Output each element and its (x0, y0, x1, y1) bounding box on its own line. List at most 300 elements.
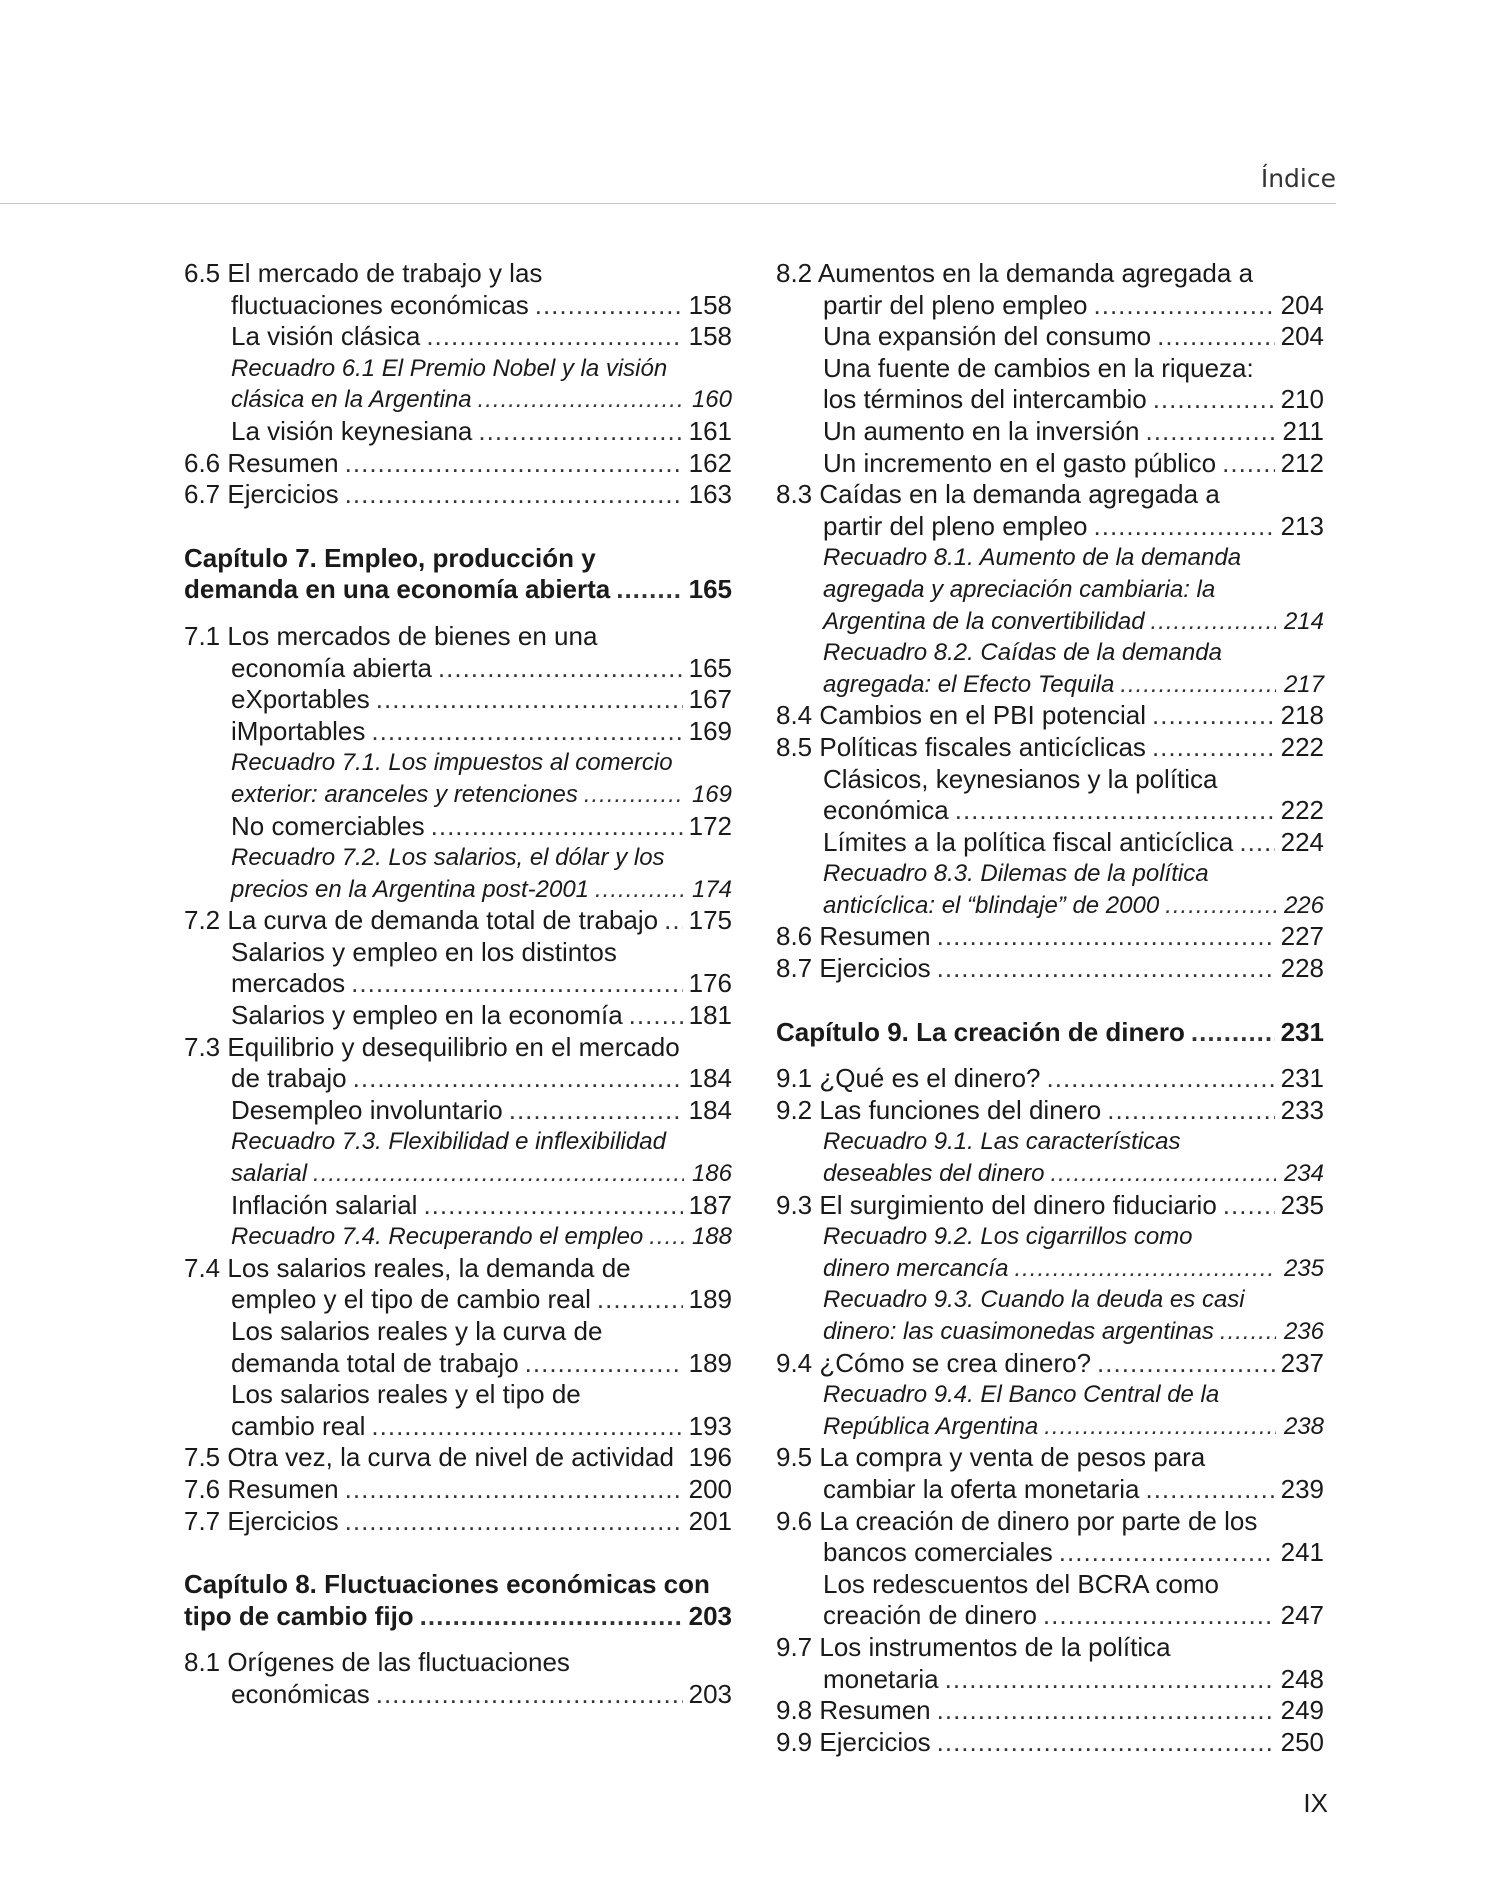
toc-entry-title: Los salarios reales y la curva de (231, 1316, 603, 1346)
toc-entry-title: Recuadro 8.3. Dilemas de la política (823, 860, 1209, 888)
toc-dot-leader (353, 1063, 683, 1095)
toc-entry-title: Argentina de la convertibilidad (823, 607, 1145, 635)
toc-entry-title: agregada: el Efecto Tequila (823, 670, 1115, 698)
toc-entry (776, 1506, 1324, 1538)
toc-entry-title: fluctuaciones económicas (231, 289, 529, 320)
toc-entry-title: Inflación salarial (231, 1189, 418, 1220)
toc-dot-leader (1239, 827, 1274, 859)
toc-entry-title: Límites a la política fiscal anticíclica (823, 826, 1234, 857)
toc-page-number: 233 (1280, 1094, 1324, 1125)
toc-page-number: 247 (1280, 1600, 1324, 1631)
toc-page-number: 169 (691, 780, 732, 808)
toc-entry-title: La visión keynesiana (231, 415, 473, 446)
toc-entry (184, 1253, 732, 1285)
toc-entry (776, 732, 1324, 764)
toc-entry-title: Salarios y empleo en la economía (231, 1000, 623, 1031)
toc-entry (776, 764, 1324, 796)
toc-entry (184, 684, 732, 716)
toc-page-number: 238 (1283, 1412, 1324, 1440)
toc-page-number: 165 (688, 574, 732, 605)
toc-entry (184, 905, 732, 937)
toc-entry-title: La visión clásica (231, 321, 421, 352)
toc-page-number: 184 (688, 1063, 732, 1094)
toc-dot-leader (1059, 1537, 1275, 1569)
toc-box-entry (184, 353, 732, 385)
toc-entry-title: creación de dinero (823, 1600, 1037, 1631)
toc-entry-title: 9.8 Resumen (776, 1695, 931, 1726)
toc-entry-title: económicas (231, 1678, 370, 1709)
toc-page-number: 184 (688, 1094, 732, 1125)
toc-entry-title: económica (823, 795, 949, 826)
toc-dot-leader (1107, 1095, 1274, 1127)
toc-entry (776, 700, 1324, 732)
toc-dot-leader (376, 1679, 683, 1711)
toc-entry-title: Un incremento en el gasto público (823, 447, 1217, 478)
toc-entry (776, 416, 1324, 448)
toc-page-number: 231 (1280, 1016, 1324, 1047)
toc-entry-title: Recuadro 8.1. Aumento de la demanda (823, 544, 1242, 572)
toc-box-entry (184, 1126, 732, 1158)
toc-chapter-heading (184, 1601, 732, 1633)
toc-dot-leader (1222, 448, 1274, 480)
toc-entry-title: economía abierta (231, 652, 432, 683)
toc-entry (776, 1537, 1324, 1569)
toc-entry-title: Recuadro 7.4. Recuperando el empleo (231, 1223, 644, 1251)
toc-page-number: 235 (1280, 1189, 1324, 1220)
toc-page-number: 172 (688, 810, 732, 841)
toc-entry-title: monetaria (823, 1663, 939, 1694)
toc-entry-title: cambio real (231, 1410, 366, 1441)
toc-page-number: 196 (688, 1442, 732, 1473)
toc-page-number: 158 (688, 289, 732, 320)
toc-page-number: 212 (1280, 447, 1324, 478)
toc-entry-title: 9.9 Ejercicios (776, 1726, 931, 1757)
toc-page-number: 210 (1280, 384, 1324, 415)
toc-dot-leader (535, 290, 683, 322)
toc-chapter-heading (184, 1569, 732, 1601)
toc-dot-leader (1152, 732, 1275, 764)
toc-entry (776, 795, 1324, 827)
toc-column-left (184, 258, 732, 1711)
toc-entry-title: 9.5 La compra y venta de pesos para (776, 1442, 1206, 1473)
toc-entry-title: mercados (231, 968, 346, 999)
toc-entry-title: Una expansión del consumo (823, 321, 1152, 352)
toc-entry-title: Un aumento en la inversión (823, 415, 1140, 446)
toc-box-entry (776, 1411, 1324, 1443)
toc-entry-title: 9.7 Los instrumentos de la política (776, 1631, 1171, 1662)
toc-dot-leader (423, 1190, 682, 1222)
toc-dot-leader (426, 321, 682, 353)
toc-box-entry (776, 574, 1324, 606)
toc-entry (184, 290, 732, 322)
toc-entry (184, 1679, 732, 1711)
toc-dot-leader (1145, 1474, 1274, 1506)
toc-page-number: 175 (688, 905, 732, 936)
toc-page-number: 241 (1280, 1537, 1324, 1568)
toc-entry-title: No comerciables (231, 810, 425, 841)
toc-entry-title: 6.5 El mercado de trabajo y las (184, 258, 543, 288)
toc-entry-title: 9.3 El surgimiento del dinero fiduciario (776, 1189, 1217, 1220)
toc-chapter-heading (184, 574, 732, 606)
toc-entry-title: Recuadro 9.3. Cuando la deuda es casi (823, 1286, 1245, 1314)
toc-page-number: 234 (1283, 1160, 1324, 1188)
toc-entry-title: 6.6 Resumen (184, 447, 339, 478)
toc-box-entry (776, 1284, 1324, 1316)
toc-entry-title: Capítulo 9. La creación de dinero (776, 1016, 1185, 1047)
toc-page-number: 188 (691, 1223, 732, 1251)
toc-entry (776, 1348, 1324, 1380)
toc-box-entry (776, 669, 1324, 701)
toc-dot-leader (1223, 1190, 1275, 1222)
toc-page-number: 200 (688, 1473, 732, 1504)
toc-page-number: 187 (688, 1189, 732, 1220)
toc-page-number: 236 (1283, 1318, 1324, 1345)
toc-entry-title: Recuadro 9.1. Las características (823, 1128, 1181, 1156)
toc-dot-leader (371, 1411, 682, 1443)
toc-entry (776, 1474, 1324, 1506)
toc-entry-title: 8.2 Aumentos en la demanda agregada a (776, 258, 1254, 288)
toc-box-entry (776, 542, 1324, 574)
toc-entry-title: 7.3 Equilibrio y desequilibrio en el mercado (184, 1031, 680, 1062)
toc-entry (776, 321, 1324, 353)
toc-entry-title: los términos del intercambio (823, 384, 1147, 415)
toc-box-entry (184, 874, 732, 906)
toc-entry-title: Recuadro 9.2. Los cigarrillos como (823, 1223, 1193, 1251)
toc-page-number: 217 (1283, 670, 1324, 698)
toc-page-number: 213 (1280, 510, 1324, 541)
toc-entry-title: bancos comerciales (823, 1537, 1053, 1568)
toc-entry-title: partir del pleno empleo (823, 289, 1088, 320)
toc-dot-leader (525, 1348, 683, 1380)
toc-entry (184, 653, 732, 685)
toc-entry (776, 953, 1324, 985)
toc-dot-leader (1120, 669, 1276, 701)
toc-page-number: 169 (688, 715, 732, 746)
toc-entry (776, 353, 1324, 385)
toc-page-number: 227 (1280, 921, 1324, 952)
toc-page-number: 248 (1280, 1663, 1324, 1694)
toc-dot-leader (345, 448, 683, 480)
toc-entry (776, 384, 1324, 416)
toc-entry-title: 8.3 Caídas en la demanda agregada a (776, 479, 1220, 510)
toc-dot-leader (937, 1727, 1275, 1759)
toc-box-entry (776, 1221, 1324, 1253)
toc-entry (184, 968, 732, 1000)
toc-entry (184, 1506, 732, 1538)
toc-dot-leader (629, 1000, 683, 1032)
toc-page-number: 249 (1280, 1695, 1324, 1726)
toc-entry-title: anticíclica: el “blindaje” de 2000 (823, 891, 1160, 919)
toc-dot-leader (345, 1506, 683, 1538)
toc-dot-leader (1151, 606, 1276, 638)
toc-entry (776, 1632, 1324, 1664)
toc-entry-title: precios en la Argentina post-2001 (231, 875, 590, 903)
toc-page-number: 158 (688, 321, 732, 352)
toc-dot-leader (371, 716, 682, 748)
toc-box-entry (776, 1126, 1324, 1158)
toc-entry-title: clásica en la Argentina (231, 386, 472, 414)
toc-page-number: 231 (1280, 1063, 1324, 1094)
toc-entry-title: demanda total de trabajo (231, 1347, 519, 1378)
toc-page-number: 186 (691, 1160, 732, 1188)
toc-entry-title: 7.1 Los mercados de bienes en una (184, 620, 598, 651)
toc-page-number: 237 (1280, 1347, 1324, 1378)
toc-dot-leader (1097, 1348, 1275, 1380)
toc-chapter-heading (184, 543, 732, 575)
toc-page-number: 211 (1282, 415, 1324, 446)
toc-entry (184, 937, 732, 969)
running-header-title: Índice (1260, 164, 1336, 193)
toc-entry-title: dinero mercancía (823, 1254, 1009, 1282)
toc-entry-title: deseables del dinero (823, 1160, 1045, 1188)
toc-page-number: 203 (688, 1678, 732, 1709)
toc-page-number: 163 (688, 479, 732, 510)
toc-dot-leader (649, 1221, 684, 1253)
toc-dot-leader (1220, 1316, 1276, 1348)
toc-entry-title: 7.2 La curva de demanda total de trabajo (184, 905, 659, 936)
toc-entry (776, 511, 1324, 543)
toc-entry-title: Salarios y empleo en los distintos (231, 936, 617, 967)
toc-entry (184, 716, 732, 748)
toc-box-entry (184, 842, 732, 874)
toc-entry-title: 9.4 ¿Cómo se crea dinero? (776, 1347, 1092, 1378)
toc-page-number: 167 (688, 684, 732, 715)
toc-box-entry (776, 1316, 1324, 1348)
toc-entry (184, 321, 732, 353)
toc-entry-title: Recuadro 9.4. El Banco Central de la (823, 1381, 1220, 1409)
toc-dot-leader (345, 479, 683, 511)
toc-box-entry (776, 1379, 1324, 1411)
toc-entry-title: agregada y apreciación cambiaria: la (823, 575, 1216, 603)
toc-dot-leader (1043, 1600, 1275, 1632)
toc-entry-title: Recuadro 7.1. Los impuestos al comercio (231, 749, 673, 777)
toc-entry (776, 1569, 1324, 1601)
toc-entry (184, 1442, 732, 1474)
toc-entry-title: cambiar la oferta monetaria (823, 1473, 1140, 1504)
toc-box-entry (184, 1158, 732, 1190)
toc-entry (184, 1032, 732, 1064)
toc-entry-title: 7.7 Ejercicios (184, 1505, 339, 1536)
toc-dot-leader (1146, 416, 1276, 448)
toc-entry (776, 290, 1324, 322)
toc-dot-leader (420, 1601, 683, 1633)
toc-entry (184, 621, 732, 653)
toc-page-number: 176 (688, 968, 732, 999)
toc-page-number: 239 (1280, 1473, 1324, 1504)
toc-entry (776, 827, 1324, 859)
toc-page-number: 160 (691, 386, 732, 414)
toc-dot-leader (1047, 1063, 1275, 1095)
toc-entry (184, 448, 732, 480)
header-rule (0, 203, 1336, 204)
toc-dot-leader (1165, 890, 1276, 922)
toc-entry-title: Recuadro 8.2. Caídas de la demanda (823, 639, 1222, 667)
toc-page-number: 204 (1280, 289, 1324, 320)
toc-entry (184, 416, 732, 448)
toc-page-number: 165 (688, 652, 732, 683)
toc-dot-leader (345, 1474, 683, 1506)
toc-box-entry (776, 1158, 1324, 1190)
toc-page-number: 250 (1280, 1726, 1324, 1757)
toc-box-entry (184, 747, 732, 779)
toc-entry-title: partir del pleno empleo (823, 510, 1088, 541)
toc-dot-leader (1014, 1253, 1276, 1285)
toc-entry (776, 1442, 1324, 1474)
toc-box-entry (184, 1221, 732, 1253)
toc-entry (184, 1348, 732, 1380)
toc-entry (776, 1664, 1324, 1696)
toc-entry-title: Capítulo 8. Fluctuaciones económicas con (184, 1569, 710, 1600)
toc-entry (776, 1095, 1324, 1127)
page-number: IX (1303, 1788, 1328, 1818)
toc-entry (184, 1095, 732, 1127)
toc-dot-leader (937, 1695, 1275, 1727)
toc-entry (776, 1600, 1324, 1632)
toc-dot-leader (1051, 1158, 1277, 1190)
toc-dot-leader (509, 1095, 683, 1127)
toc-entry (184, 1379, 732, 1411)
toc-page-number: 214 (1283, 607, 1324, 635)
toc-entry-title: 9.1 ¿Qué es el dinero? (776, 1063, 1041, 1094)
toc-entry-title: dinero: las cuasimonedas argentinas (823, 1318, 1214, 1345)
toc-dot-leader (438, 653, 683, 685)
toc-entry-title: Clásicos, keynesianos y la política (823, 763, 1218, 794)
toc-box-entry (776, 606, 1324, 638)
toc-entry (776, 1727, 1324, 1759)
toc-entry (184, 1316, 732, 1348)
toc-entry-title: 9.2 Las funciones del dinero (776, 1094, 1102, 1125)
toc-entry-title: iMportables (231, 715, 366, 746)
toc-box-entry (776, 890, 1324, 922)
toc-dot-leader (478, 384, 684, 416)
toc-dot-leader (584, 779, 684, 811)
toc-entry (184, 1284, 732, 1316)
toc-entry-title: 7.5 Otra vez, la curva de nivel de actividad (184, 1442, 674, 1473)
toc-entry-title: República Argentina (823, 1412, 1039, 1440)
toc-entry-title: Recuadro 7.2. Los salarios, el dólar y los (231, 844, 665, 872)
toc-entry (776, 258, 1324, 290)
toc-dot-leader (313, 1158, 684, 1190)
toc-entry (184, 1647, 732, 1679)
toc-page-number: 203 (688, 1600, 732, 1631)
toc-box-entry (776, 1253, 1324, 1285)
toc-dot-leader (937, 953, 1275, 985)
toc-page-number: 161 (688, 415, 732, 446)
toc-entry-title: exterior: aranceles y retenciones (231, 780, 578, 808)
toc-dot-leader (616, 574, 682, 606)
toc-box-entry (184, 779, 732, 811)
toc-dot-leader (1153, 384, 1275, 416)
toc-entry-title: Los salarios reales y el tipo de (231, 1379, 581, 1410)
toc-box-entry (776, 858, 1324, 890)
toc-entry (184, 479, 732, 511)
toc-dot-leader (664, 905, 683, 937)
toc-dot-leader (376, 684, 683, 716)
toc-entry-title: 6.7 Ejercicios (184, 479, 339, 510)
toc-page-number: 226 (1283, 891, 1324, 919)
toc-dot-leader (1094, 290, 1275, 322)
toc-page-number: 189 (688, 1347, 732, 1378)
toc-dot-leader (945, 1664, 1275, 1696)
toc-entry-title: 8.5 Políticas fiscales anticíclicas (776, 731, 1146, 762)
toc-page-number: 224 (1280, 826, 1324, 857)
toc-entry-title: Recuadro 6.1 El Premio Nobel y la visión (231, 354, 668, 382)
toc-entry (776, 479, 1324, 511)
toc-entry-title: 8.6 Resumen (776, 921, 931, 952)
toc-page-number: 228 (1280, 953, 1324, 984)
toc-page-number: 193 (688, 1410, 732, 1441)
toc-entry (776, 1063, 1324, 1095)
toc-entry (184, 1000, 732, 1032)
toc-dot-leader (1152, 700, 1275, 732)
toc-page-number: 162 (688, 447, 732, 478)
toc-dot-leader (955, 795, 1275, 827)
toc-chapter-heading (776, 1017, 1324, 1049)
toc-entry (776, 448, 1324, 480)
toc-dot-leader (937, 921, 1275, 953)
toc-dot-leader (351, 968, 682, 1000)
toc-entry-title: demanda en una economía abierta (184, 574, 611, 605)
toc-entry-title: empleo y el tipo de cambio real (231, 1284, 591, 1315)
toc-dot-leader (1191, 1017, 1275, 1049)
toc-entry-title: 8.7 Ejercicios (776, 953, 931, 984)
toc-page-number: 174 (691, 875, 732, 903)
toc-page-number: 218 (1280, 700, 1324, 731)
toc-entry (184, 1190, 732, 1222)
toc-dot-leader (1157, 321, 1275, 353)
toc-entry-title: 8.4 Cambios en el PBI potencial (776, 700, 1146, 731)
toc-entry (776, 921, 1324, 953)
toc-page-number: 189 (688, 1284, 732, 1315)
toc-entry-title: 7.6 Resumen (184, 1473, 339, 1504)
toc-page-number: 222 (1280, 731, 1324, 762)
toc-entry (184, 1411, 732, 1443)
toc-entry-title: 8.1 Orígenes de las fluctuaciones (184, 1647, 570, 1678)
toc-dot-leader (597, 1284, 683, 1316)
toc-entry-title: Desempleo involuntario (231, 1094, 503, 1125)
toc-entry-title: salarial (231, 1160, 308, 1188)
toc-entry-title: tipo de cambio fijo (184, 1600, 414, 1631)
toc-entry (184, 1474, 732, 1506)
toc-entry (184, 1063, 732, 1095)
toc-entry (184, 258, 732, 290)
toc-dot-leader (1094, 511, 1275, 543)
toc-entry-title: 9.6 La creación de dinero por parte de los (776, 1505, 1258, 1536)
toc-entry-title: Los redescuentos del BCRA como (823, 1568, 1219, 1599)
toc-entry (776, 1695, 1324, 1727)
toc-entry-title: Recuadro 7.3. Flexibilidad e inflexibilidad (231, 1128, 666, 1156)
toc-entry-title: 7.4 Los salarios reales, la demanda de (184, 1252, 631, 1283)
toc-box-entry (776, 637, 1324, 669)
toc-box-entry (184, 384, 732, 416)
toc-entry (184, 811, 732, 843)
toc-page-number: 204 (1280, 321, 1324, 352)
toc-entry-title: Capítulo 7. Empleo, producción y (184, 542, 596, 573)
toc-page-number: 222 (1280, 795, 1324, 826)
toc-entry-title: eXportables (231, 684, 370, 715)
toc-entry (776, 1190, 1324, 1222)
toc-dot-leader (595, 874, 684, 906)
toc-page-number: 181 (688, 1000, 732, 1031)
toc-page-number: 201 (688, 1505, 732, 1536)
toc-page-number: 235 (1283, 1254, 1324, 1282)
toc-column-right (776, 258, 1324, 1758)
toc-entry-title: Una fuente de cambios en la riqueza: (823, 352, 1254, 383)
toc-entry-title: de trabajo (231, 1063, 347, 1094)
toc-dot-leader (431, 811, 683, 843)
toc-dot-leader (478, 416, 682, 448)
toc-dot-leader (1044, 1411, 1276, 1443)
